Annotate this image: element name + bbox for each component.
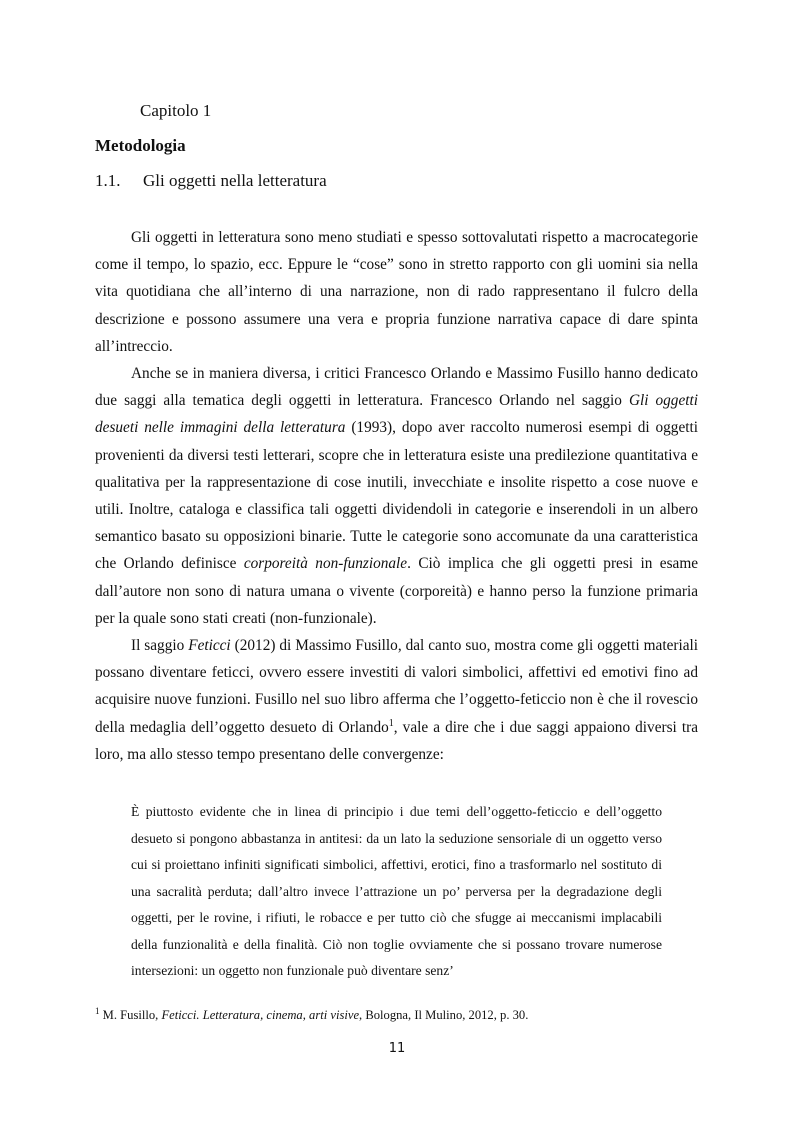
footnote-author: M. Fusillo,	[99, 1008, 162, 1023]
paragraph-3-part-a: Il saggio	[131, 637, 189, 655]
paragraph-3	[95, 632, 698, 768]
paragraph-2-part-b: (1993), dopo aver raccolto numerosi esempi di oggetti provenienti da diversi testi letterari, scopre che in letteratura esiste una predilezione quantitativa e qualitativa per la rappresentazione di cose inutili, invecchiate e insolite rispetto a cose nuove e utili. Inoltre, cataloga e classifica tali oggetti dividendoli in categorie e inserendoli in un albero semantico basato su opposizioni binarie. Tutte le categorie sono accomunate da una caratteristica che Orlando definisce	[95, 419, 698, 573]
paragraph-2-part-a: Anche se in maniera diversa, i critici Francesco Orlando e Massimo Fusillo hanno dedicato due saggi alla tematica degli oggetti in letteratura. Francesco Orlando nel saggio	[95, 365, 698, 410]
chapter-label: Capitolo 1	[140, 101, 212, 120]
footnote	[95, 1006, 528, 1023]
paragraph-2-part-c: . Ciò implica che gli oggetti presi in esame dall’autore non sono di natura umana o vivente (corporeità) e hanno perso la funzione primaria per la quale sono stati creati (non-funzionale).	[95, 555, 699, 627]
body-text	[95, 224, 698, 768]
footnote-marker: 1	[95, 1006, 100, 1016]
term-corporeita: corporeità non-funzionale	[243, 555, 408, 573]
paragraph-2	[95, 360, 698, 632]
paragraph-1: Gli oggetti in letteratura sono meno studiati e spesso sottovalutati rispetto a macrocategorie come il tempo, lo spazio, ecc. Eppure le “cose” sono in stretto rapporto con gli uomini sia nella vita quotidiana che all’interno di una narrazione, non di rado rappresentano il fulcro della descrizione e possono assumere una vera e propria funzione narrativa capace di dare spinta all’intreccio.	[95, 229, 698, 355]
subsection-number: 1.1.	[95, 171, 121, 190]
footnote-reference[interactable]: 1	[388, 717, 394, 729]
section-title: Metodologia	[95, 136, 186, 155]
subsection-heading	[95, 171, 327, 191]
block-quote	[131, 799, 662, 985]
footnote-title: Feticci. Letteratura, cinema, arti visive	[161, 1008, 360, 1023]
work-title-feticci: Feticci	[188, 637, 231, 655]
paragraph-3-part-b: (2012) di Massimo Fusillo, dal canto suo, mostra come gli oggetti materiali possano diventare feticci, ovvero essere investiti di valori simbolici, affettivi ed emotivi fino ad acquisire nuove funzioni. Fusillo nel suo libro afferma che l’oggetto-feticcio non è che il rovescio della medaglia dell’oggetto desueto di Orlando	[95, 637, 698, 736]
subsection-title: Gli oggetti nella letteratura	[143, 171, 327, 190]
page-number: 11	[388, 1041, 406, 1056]
work-title-orlando: Gli oggetti desueti nelle immagini della letteratura	[95, 392, 698, 437]
footnote-rest: , Bologna, Il Mulino, 2012, p. 30.	[359, 1008, 529, 1023]
paragraph-3-part-c: , vale a dire che i due saggi appaiono diversi tra loro, ma allo stesso tempo presentano delle convergenze:	[95, 718, 698, 763]
block-quote-text: È piuttosto evidente che in linea di principio i due temi dell’oggetto-feticcio e dell’oggetto desueto si pongono abbastanza in antitesi: da un lato la seduzione sensoriale di un oggetto verso cui si proiettano infiniti significati simbolici, affettivi, erotici, fino a trasformarlo nel sostituto di una sacralità perduta; dall’altro invece l’attrazione un po’ perversa per la degradazione degli oggetti, per le rovine, i rifiuti, le robacce e per tutto ciò che sfugge ai meccanismi implacabili della funzionalità e della finalità. Ciò non toglie ovviamente che si possano trovare numerose intersezioni: un oggetto non funzionale può diventare senz’	[131, 804, 662, 978]
